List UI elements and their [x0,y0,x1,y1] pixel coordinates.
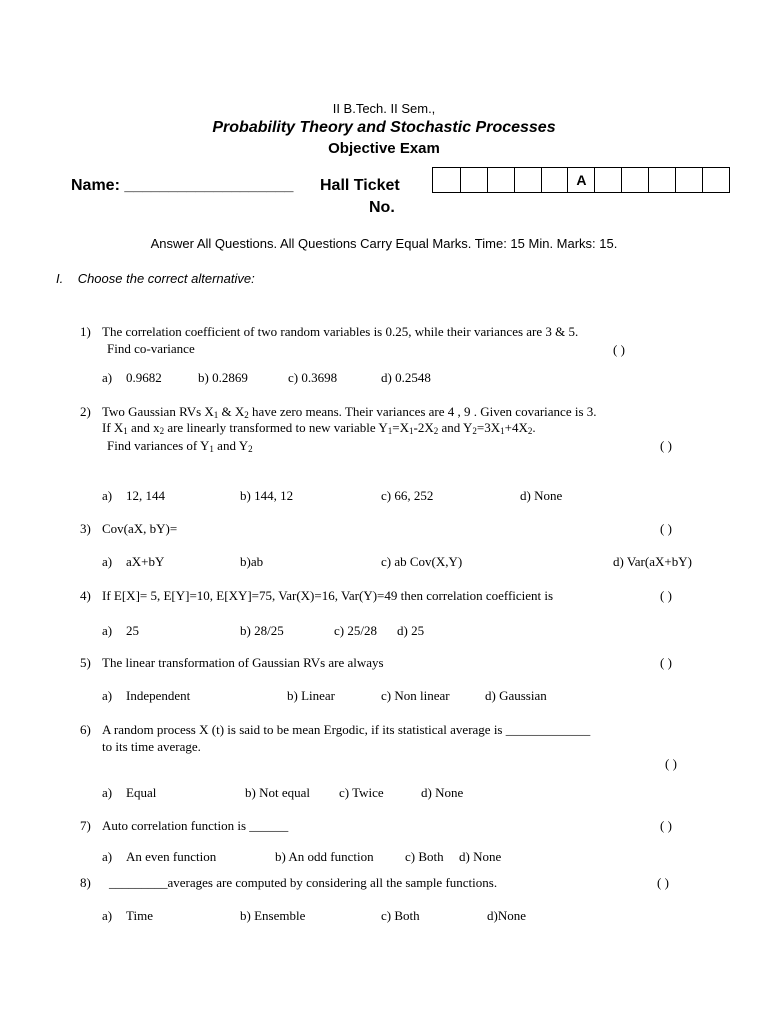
hall-ticket-label: Hall Ticket [320,177,400,194]
option-text: d) 0.2548 [381,370,431,385]
option-text: b) Ensemble [240,908,306,923]
option-text: d) Gaussian [485,688,547,703]
answer-blank[interactable]: ( ) [660,438,672,453]
question-text: The linear transformation of Gaussian RVs are always [102,655,384,670]
option-text: Independent [126,688,191,703]
question-text: If $X_1$ and $x_2$ are linearly transformed to new variable $Y_1=X_1-2X_2$ and $Y_2=3X_1+4X_2$. [102,420,536,436]
question-number: 7) [80,818,91,833]
question-text: Cov(aX, bY)= [102,521,178,536]
hall-ticket-box[interactable]: A [567,168,594,192]
section-heading [56,271,255,286]
option-text: c) Both [405,849,444,864]
option-label: a) [102,370,113,385]
answer-blank[interactable]: ( ) [665,756,677,771]
question-text: A random process X (t) is said to be mean Ergodic, if its statistical average is _____________ [102,722,591,737]
question-text: Auto correlation function is ______ [102,818,289,833]
option-label: a) [102,849,113,864]
question-text: _________averages are computed by considering all the sample functions. [109,875,498,890]
option-text: b) 28/25 [240,623,284,638]
option-text: c) Non linear [381,688,450,703]
hall-ticket-box[interactable] [675,168,702,192]
option-text: c) 66, 252 [381,488,434,503]
hall-ticket-boxes [432,167,730,193]
option-text: 12, 144 [126,488,165,503]
option-text: b)ab [240,554,264,569]
option-text: d) None [421,785,464,800]
question-number: 3) [80,521,91,536]
option-text: Equal [126,785,157,800]
exam-course-line: II B.Tech. II Sem., [332,101,436,116]
option-text: b) An odd function [275,849,374,864]
hall-ticket-box[interactable] [541,168,568,192]
option-text: 0.9682 [126,370,162,385]
option-text: aX+bY [126,554,165,569]
answer-blank[interactable]: ( ) [660,521,672,536]
question-number: 5) [80,655,91,670]
option-text: c) Twice [339,785,384,800]
hall-ticket-box[interactable] [487,168,514,192]
option-text: c) ab Cov(X,Y) [381,554,463,569]
answer-blank[interactable]: ( ) [613,342,625,357]
hall-ticket-box[interactable] [621,168,648,192]
section-number: I. [56,271,64,286]
question-number: 1) [80,324,91,339]
option-text: d) None [520,488,563,503]
option-label: a) [102,688,113,703]
option-label: a) [102,623,113,638]
option-text: b) Not equal [245,785,310,800]
hall-ticket-box[interactable] [460,168,487,192]
exam-subtitle: Objective Exam [328,140,440,157]
question-number: 2) [80,404,91,419]
option-text: c) 25/28 [334,623,377,638]
option-text: b) 0.2869 [198,370,248,385]
question-number: 6) [80,722,91,737]
question-text: Find variances of $Y_1$ and $Y_2$ [107,438,253,454]
answer-blank[interactable]: ( ) [660,818,672,833]
hall-ticket-box[interactable] [702,168,729,192]
question-text: Find co-variance [107,341,195,356]
option-text: d) Var(aX+bY) [613,554,692,569]
option-text: d)None [487,908,526,923]
question-text: Two Gaussian RVs $X_1$ & $X_2$ have zero means. Their variances are 4 , 9 . Given covariance is 3. [102,404,597,420]
hall-ticket-box[interactable] [594,168,621,192]
option-label: a) [102,488,113,503]
exam-instructions: Answer All Questions. All Questions Carry Equal Marks. Time: 15 Min. Marks: 15. [150,236,618,251]
section-title: Choose the correct alternative: [77,271,255,286]
option-text: b) 144, 12 [240,488,294,503]
hall-ticket-box[interactable] [433,168,460,192]
option-label: a) [102,554,113,569]
question-number: 8) [80,875,91,890]
answer-blank[interactable]: ( ) [660,655,672,670]
name-field-label: Name: ___________________ [71,177,294,194]
question-text: The correlation coefficient of two random variables is 0.25, while their variances are 3 & 5. [102,324,579,339]
hall-ticket-label-no: No. [369,199,395,216]
option-text: Time [126,908,153,923]
exam-title: Probability Theory and Stochastic Processes [212,119,556,136]
question-number: 4) [80,588,91,603]
answer-blank[interactable]: ( ) [657,875,669,890]
answer-blank[interactable]: ( ) [660,588,672,603]
question-text: If E[X]= 5, E[Y]=10, E[XY]=75, Var(X)=16, Var(Y)=49 then correlation coefficient is [102,588,554,603]
option-text: c) Both [381,908,420,923]
question-text: to its time average. [102,739,201,754]
option-text: c) 0.3698 [288,370,338,385]
option-text: An even function [126,849,217,864]
option-label: a) [102,908,113,923]
option-text: b) Linear [287,688,336,703]
option-text: 25 [126,623,139,638]
option-text: d) 25 [397,623,425,638]
option-text: d) None [459,849,502,864]
hall-ticket-box[interactable] [514,168,541,192]
hall-ticket-box[interactable] [648,168,675,192]
option-label: a) [102,785,113,800]
